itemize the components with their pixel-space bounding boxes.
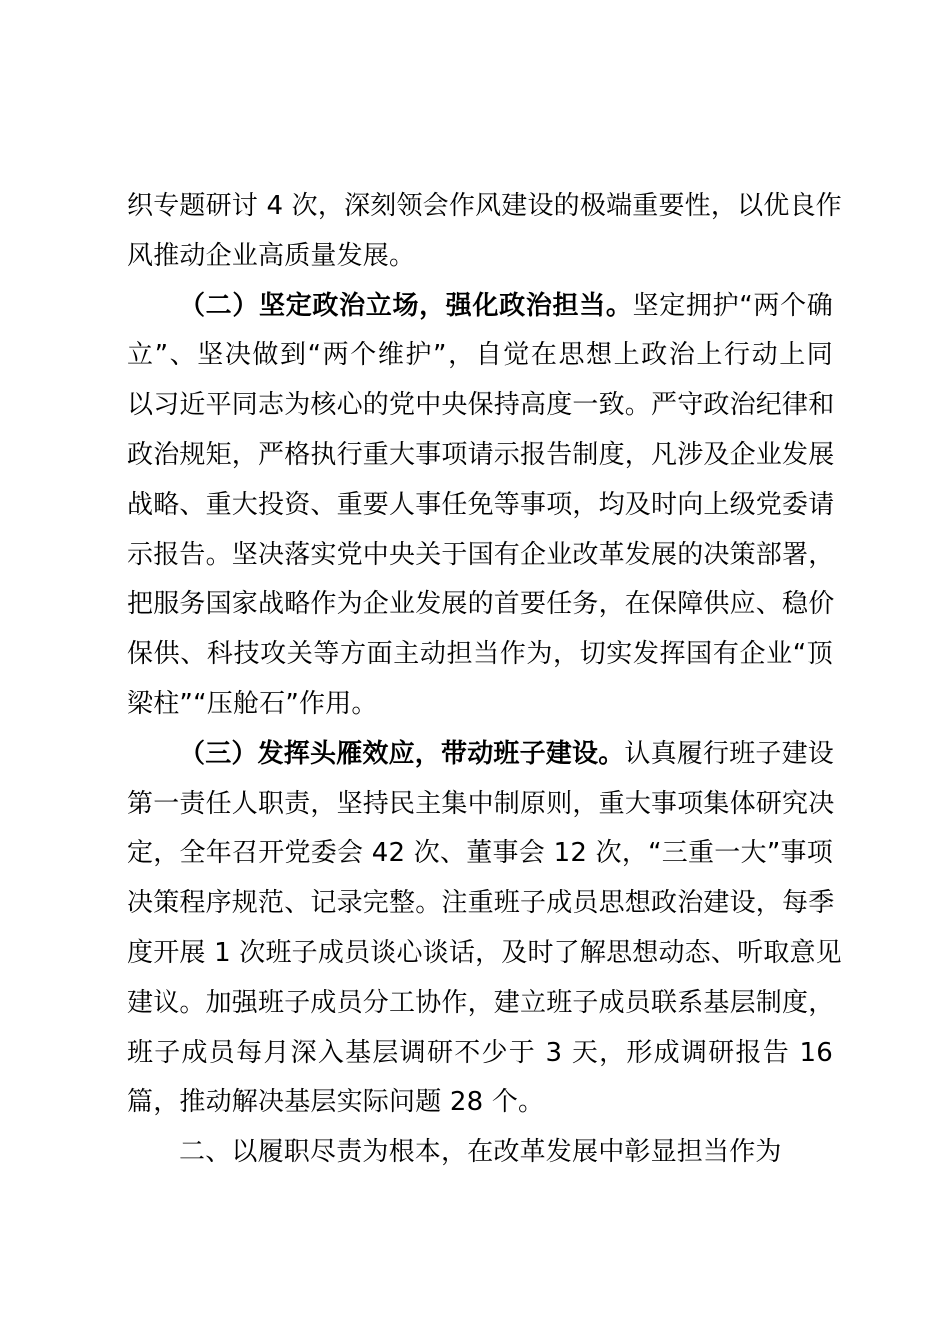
- text-line: 决策程序规范、记录完整。注重班子成员思想政治建设，每季: [127, 888, 835, 919]
- text-line: 第一责任人职责，坚持民主集中制原则，重大事项集体研究决: [127, 788, 835, 819]
- text-line: 篇，推动解决基层实际问题 28 个。: [127, 1087, 545, 1118]
- text-line: 示报告。坚决落实党中央关于国有企业改革发展的决策部署，: [127, 539, 835, 570]
- text-line: 织专题研讨 4 次，深刻领会作风建设的极端重要性，以优良作: [127, 191, 842, 221]
- text-line-with-heading: [127, 282, 833, 332]
- text-run: 认真履行班子建设: [624, 738, 835, 769]
- text-line: 定，全年召开党委会 42 次、董事会 12 次，“三重一大”事项: [127, 838, 833, 869]
- paragraph-continuation: [127, 182, 842, 282]
- text-line: 立”、坚决做到“两个维护”，自觉在思想上政治上行动上同: [127, 340, 833, 371]
- subsection-heading: （三）发挥头雁效应，带动班子建设。: [179, 738, 625, 769]
- text-line-with-heading: [127, 730, 833, 780]
- text-line: 风推动企业高质量发展。: [127, 240, 416, 271]
- paragraph-political-stance: [127, 282, 833, 730]
- section-heading-block: [127, 1128, 833, 1178]
- paragraph-leadership: [127, 730, 842, 1128]
- text-line: 度开展 1 次班子成员谈心谈话，及时了解思想动态、听取意见: [127, 937, 842, 968]
- text-line: 建议。加强班子成员分工协作，建立班子成员联系基层制度，: [127, 987, 835, 1018]
- text-line: 把服务国家战略作为企业发展的首要任务，在保障供应、稳价: [127, 589, 835, 620]
- text-line: 梁柱”“压舱石”作用。: [127, 688, 378, 719]
- subsection-heading: （二）坚定政治立场，强化政治担当。: [179, 290, 633, 321]
- text-line: 战略、重大投资、重要人事任免等事项，均及时向上级党委请: [127, 489, 835, 520]
- text-line: 以习近平同志为核心的党中央保持高度一致。严守政治纪律和: [127, 390, 835, 421]
- text-line: 政治规矩，严格执行重大事项请示报告制度，凡涉及企业发展: [127, 439, 835, 470]
- text-line: 保供、科技攻关等方面主动担当作为，切实发挥国有企业“顶: [127, 639, 833, 670]
- text-run: 坚定拥护“两个确: [632, 290, 833, 321]
- section-heading: 二、以履职尽责为根本，在改革发展中彰显担当作为: [179, 1137, 782, 1168]
- text-line: 班子成员每月深入基层调研不少于 3 天，形成调研报告 16: [127, 1037, 833, 1068]
- document-page: [127, 182, 842, 1178]
